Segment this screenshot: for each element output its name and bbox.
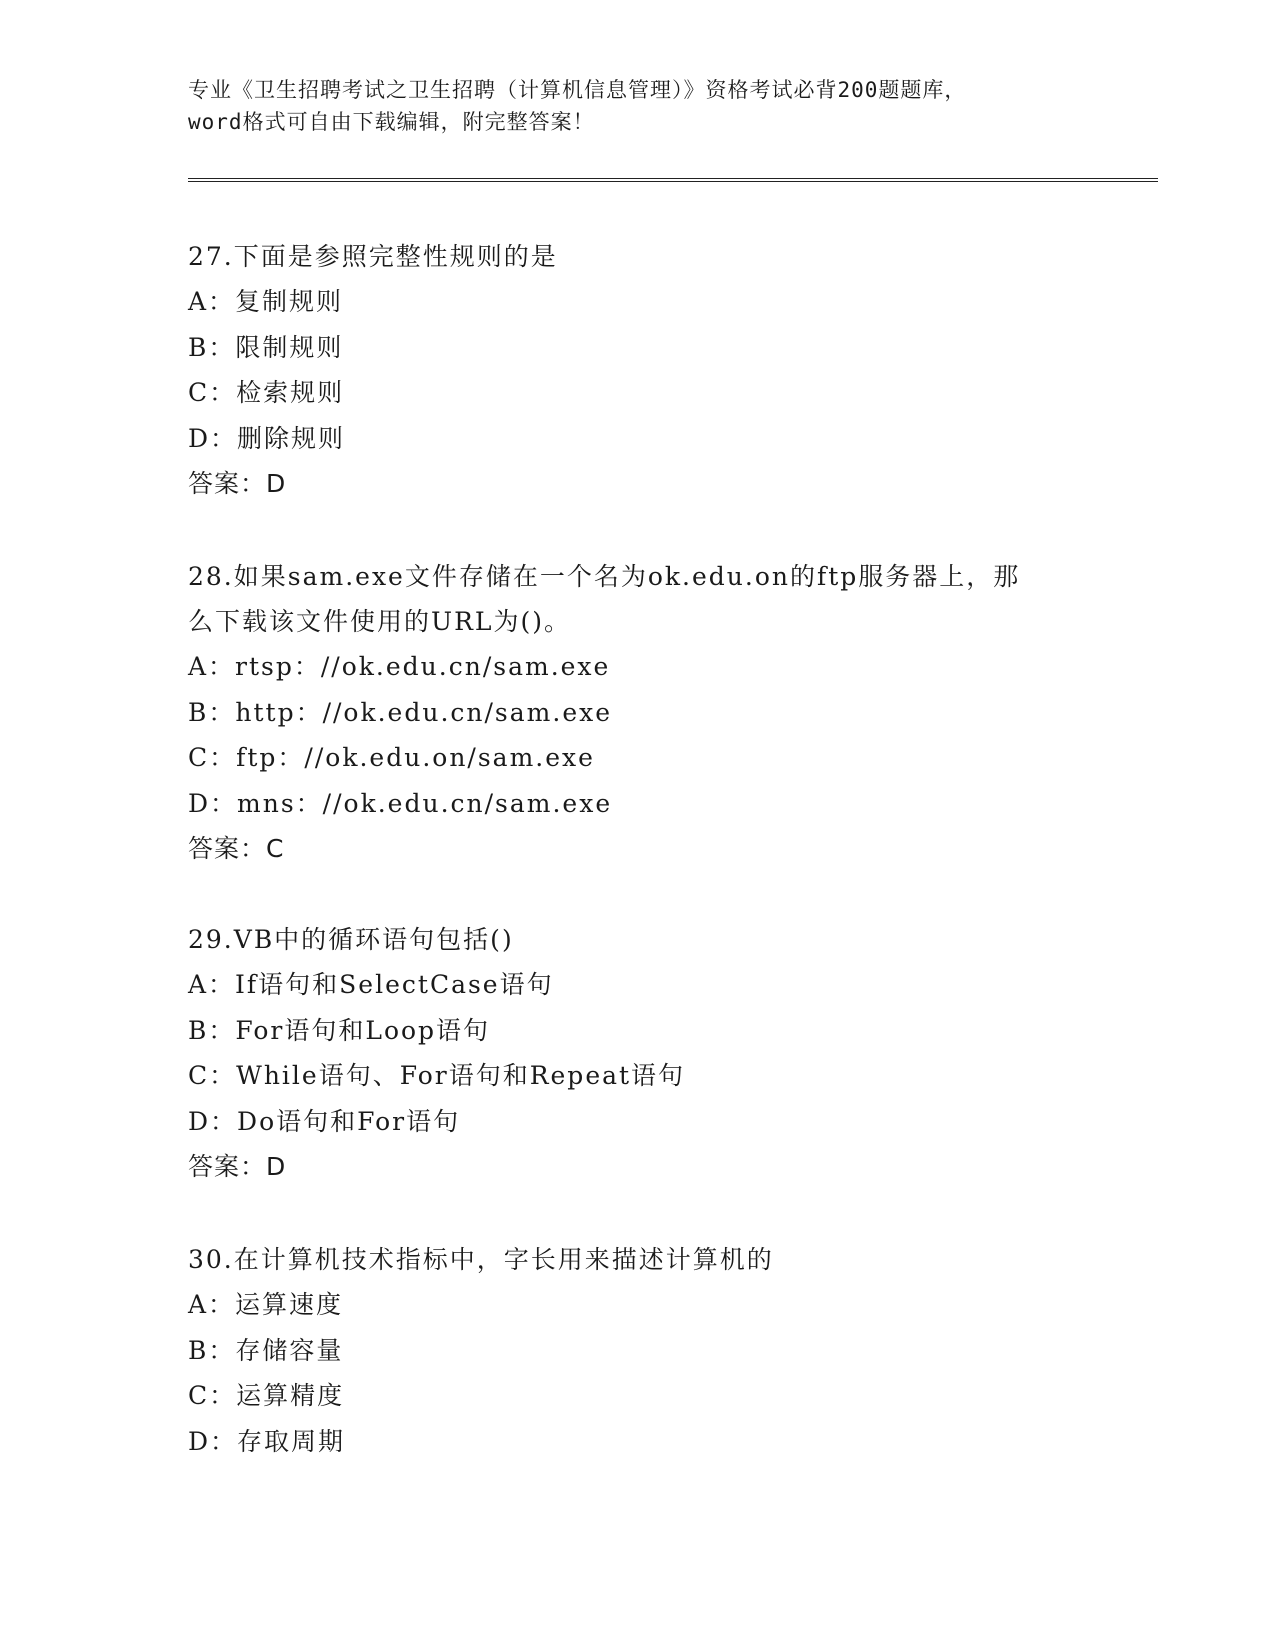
question-stem: 27.下面是参照完整性规则的是	[188, 242, 558, 271]
document-header	[188, 74, 1088, 138]
option-a: A：复制规则	[188, 287, 344, 316]
question-stem-line-2: 么下载该文件使用的URL为()。	[188, 607, 572, 636]
option-d: D：mns：//ok.edu.cn/sam.exe	[188, 788, 613, 818]
option-b: B：http：//ok.edu.cn/sam.exe	[188, 697, 613, 727]
question-28	[188, 554, 1088, 871]
question-29	[188, 917, 1088, 1189]
question-27	[188, 234, 1088, 506]
question-30	[188, 1237, 1088, 1464]
option-d: D：删除规则	[188, 423, 346, 453]
header-double-rule	[188, 178, 1158, 182]
option-c: C：运算精度	[188, 1381, 345, 1410]
option-d: D：存取周期	[188, 1426, 346, 1456]
option-a: A：If语句和SelectCase语句	[188, 970, 554, 999]
option-b: B：存储容量	[188, 1335, 344, 1365]
option-c: C：While语句、For语句和Repeat语句	[188, 1061, 686, 1090]
answer-line: 答案：D	[188, 469, 287, 498]
option-c: C：ftp：//ok.edu.on/sam.exe	[188, 743, 595, 772]
option-c: C：检索规则	[188, 378, 345, 407]
option-b: B：限制规则	[188, 332, 344, 362]
answer-line: 答案：C	[188, 834, 285, 863]
option-a: A：运算速度	[188, 1290, 344, 1319]
option-d: D：Do语句和For语句	[188, 1106, 461, 1136]
question-stem: 29.VB中的循环语句包括()	[188, 925, 514, 954]
header-line-1: 专业《卫生招聘考试之卫生招聘（计算机信息管理）》资格考试必背200题题库，	[188, 78, 967, 102]
question-stem: 30.在计算机技术指标中，字长用来描述计算机的	[188, 1245, 774, 1274]
option-a: A：rtsp：//ok.edu.cn/sam.exe	[188, 652, 611, 681]
option-b: B：For语句和Loop语句	[188, 1015, 491, 1045]
answer-line: 答案：D	[188, 1152, 287, 1181]
question-stem-line-1: 28.如果sam.exe文件存储在一个名为ok.edu.on的ftp服务器上，那	[188, 562, 1021, 591]
header-line-2: word格式可自由下载编辑，附完整答案！	[188, 110, 595, 134]
